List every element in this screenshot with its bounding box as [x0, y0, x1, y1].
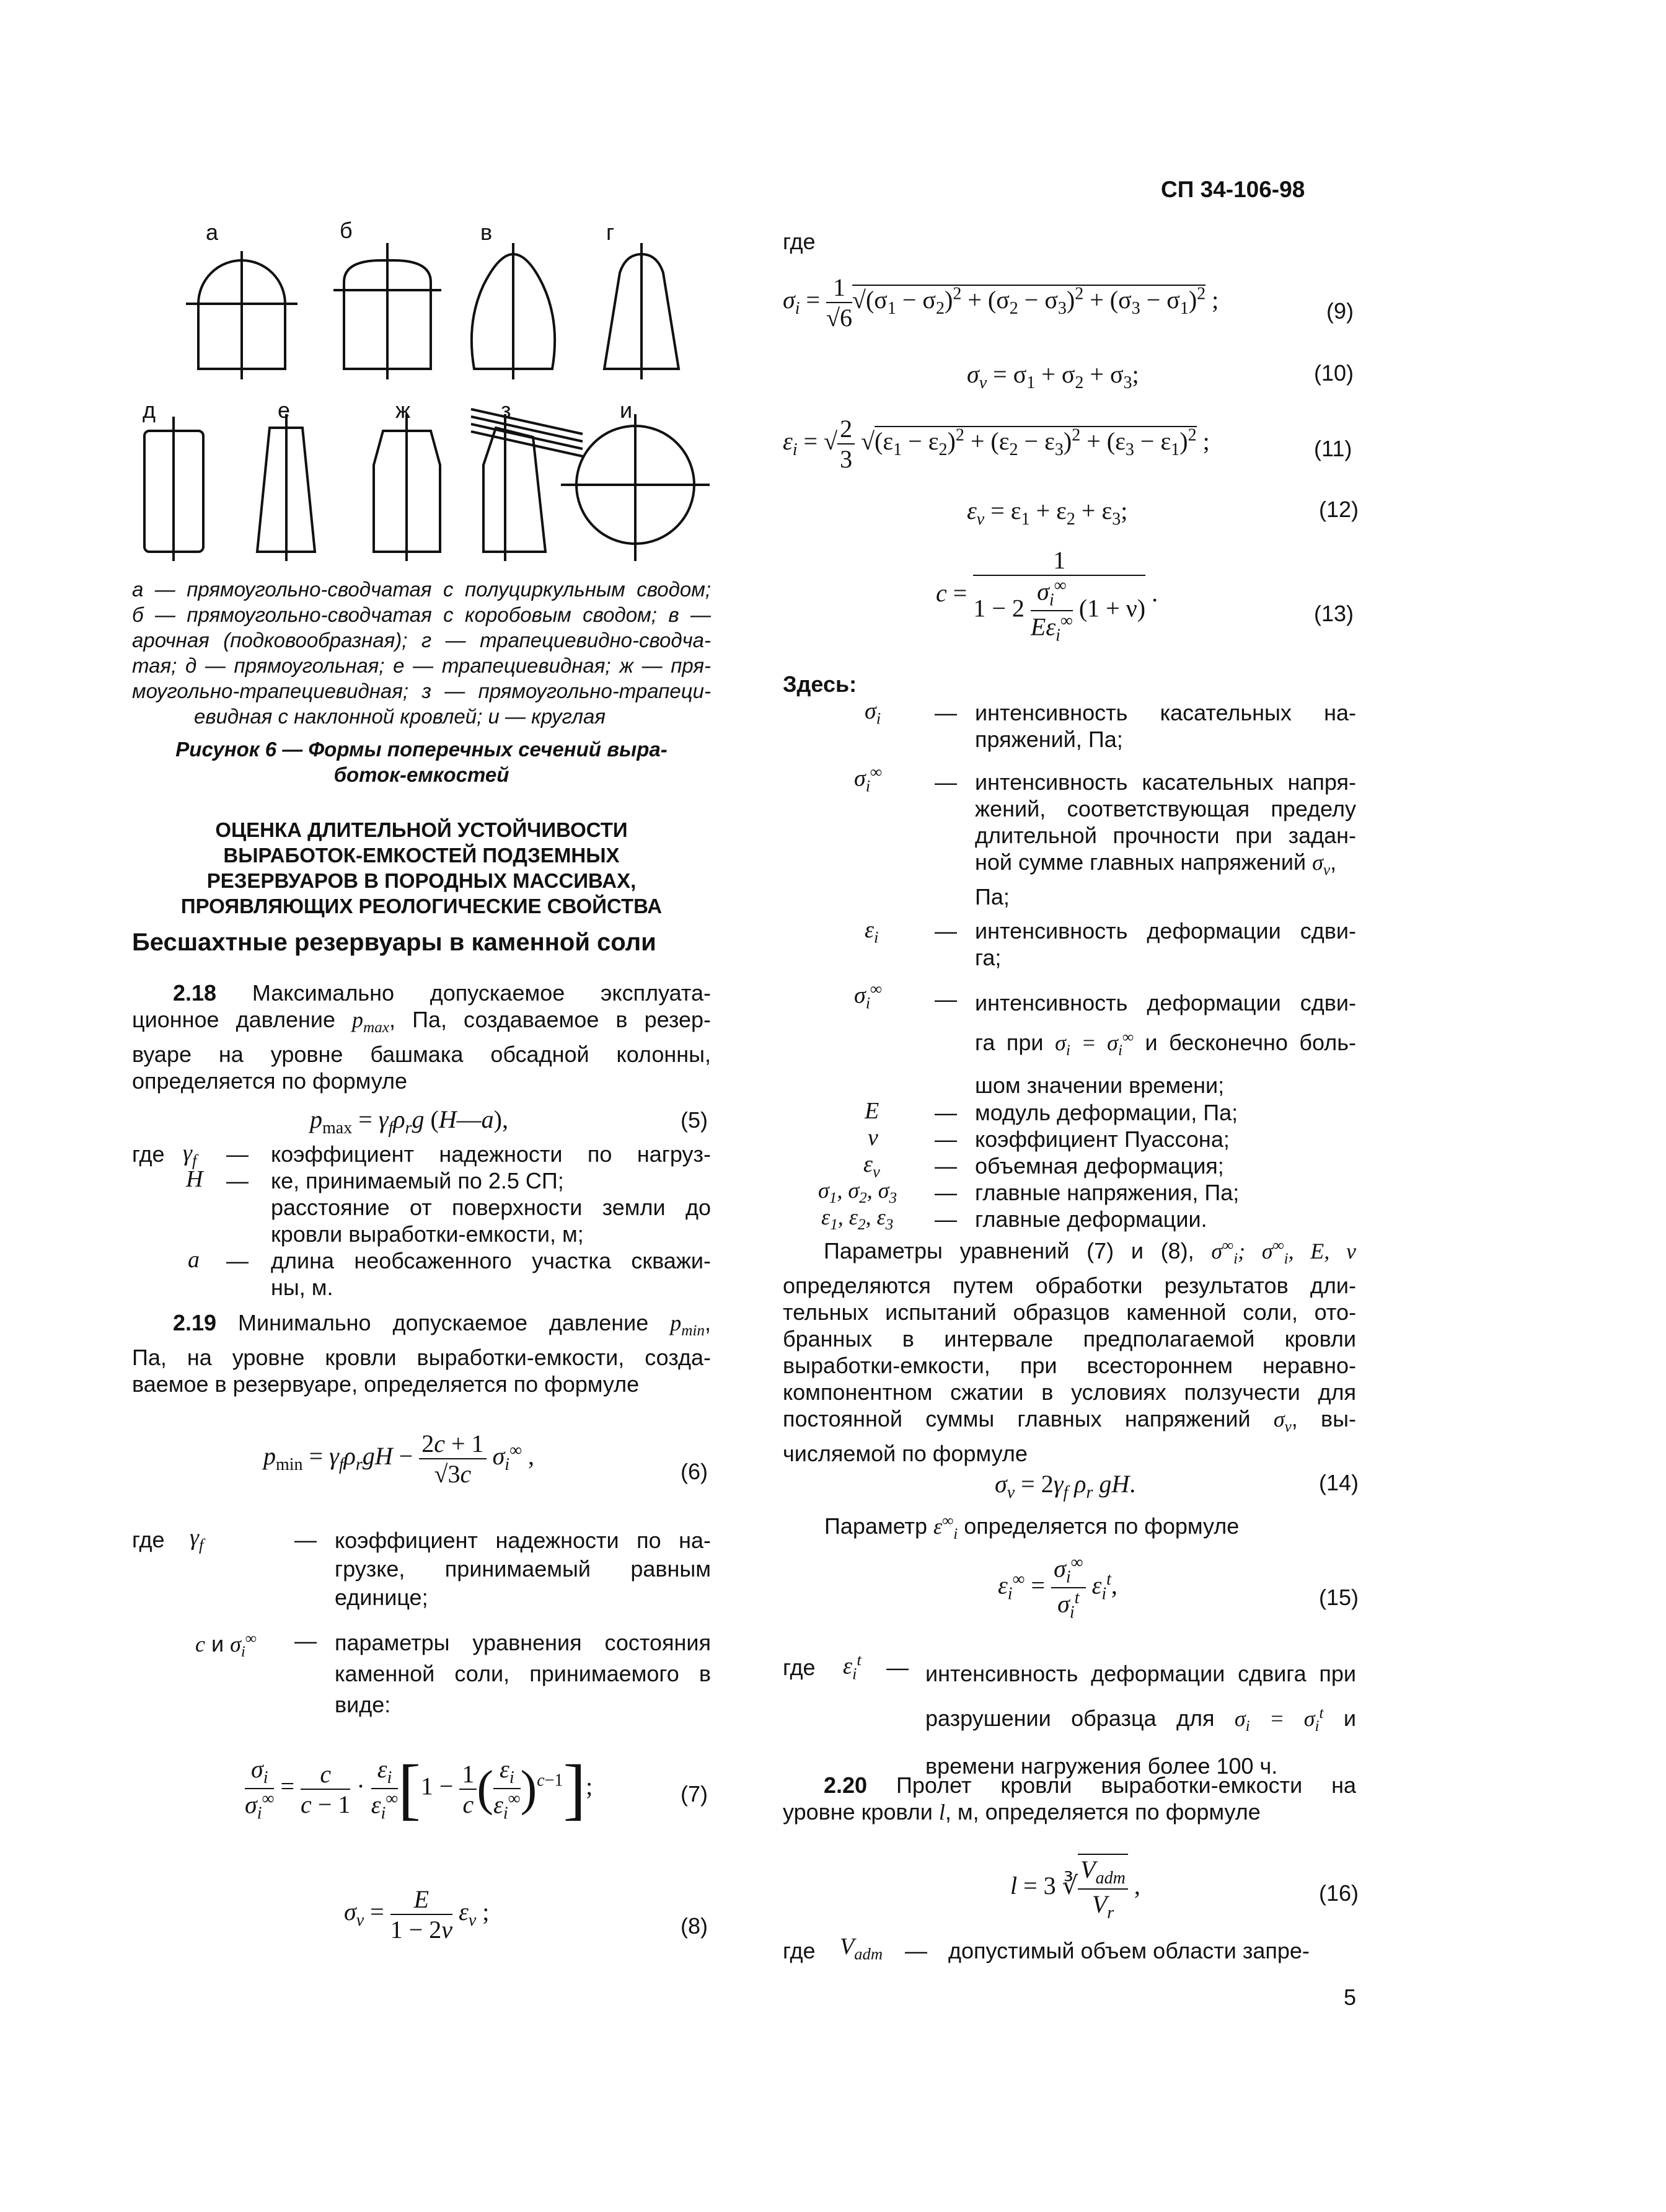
- def-V-adm: допустимый объем области запре-: [948, 1938, 1310, 1963]
- symbol-pmax: $p_{max}$: [352, 1007, 390, 1037]
- symbol-sigma-123: $\sigma_1$, $\sigma_2$, $\sigma_3$: [818, 1178, 897, 1207]
- document-code: СП 34-106-98: [1161, 177, 1305, 202]
- figure-label-v: в: [480, 219, 493, 245]
- text-line: , вы-: [1291, 1406, 1356, 1432]
- dash: —: [294, 1628, 317, 1653]
- equation-number-16: (16): [1319, 1880, 1359, 1906]
- text-line: ваемое в резервуаре, определяется по формуле: [132, 1371, 640, 1397]
- def-eps-i: [975, 918, 1356, 971]
- clause-number: 2.19: [173, 1310, 217, 1335]
- clause-number: 2.20: [824, 1772, 868, 1798]
- def-line: га;: [975, 945, 1002, 970]
- symbol-sigma-i-inf: $\sigma_i^\infty$: [854, 763, 883, 795]
- def-line: интенсивность деформации сдви-: [975, 918, 1356, 944]
- where-5-definitions: [271, 1141, 711, 1301]
- heading-line: РЕЗЕРВУАРОВ В ПОРОДНЫХ МАССИВАХ,: [206, 869, 637, 892]
- equation-6: $p_{min} = \gamma_f\rho_rgH$ − $\frac{2c + 1}{√3c}$ $\sigma_i^\infty$ ,: [263, 1430, 535, 1488]
- dash: —: [935, 700, 957, 725]
- def-line: Па;: [975, 884, 1010, 910]
- legend-line: а — прямоугольно-сводчатая с полуциркульным сводом;: [132, 578, 711, 601]
- caption-line: Рисунок 6 — Формы поперечных сечений выра-: [175, 738, 668, 761]
- equation-number-14: (14): [1319, 1470, 1359, 1495]
- def-sigma-123: главные напряжения, Па;: [975, 1180, 1240, 1205]
- legend-line: тая; д — прямоугольная; е — трапециевидная; ж — пря-: [132, 654, 711, 677]
- figure-label-d: д: [143, 397, 156, 423]
- figure-label-i: и: [620, 397, 633, 423]
- figure-caption: [132, 737, 711, 787]
- text-line: Параметры уравнений (7) и (8),: [824, 1238, 1212, 1263]
- dash: —: [935, 1100, 957, 1125]
- def-sigma-i: [975, 699, 1356, 753]
- text-line: постоянной суммы главных напряжений: [783, 1406, 1274, 1432]
- shape-v-horseshoe-arch: [472, 243, 555, 379]
- equation-8: $\sigma_v$ = $\frac{E}{1 - 2v}$ $\varepsilon_v$ ;: [344, 1885, 490, 1944]
- def-line: параметры уравнения состояния: [335, 1630, 711, 1655]
- def-eps-v: объемная деформация;: [975, 1153, 1224, 1179]
- def-line: пряжений, Па;: [975, 727, 1123, 752]
- text-line: ционное давление: [132, 1007, 353, 1032]
- paragraph-2-18: [132, 980, 711, 1094]
- figure-label-g: г: [606, 219, 615, 245]
- def-line: га при: [975, 1030, 1056, 1055]
- symbol-eps-i: $\varepsilon_i$: [865, 917, 879, 947]
- heading-line: ПРОЯВЛЯЮЩИХ РЕОЛОГИЧЕСКИЕ СВОЙСТВА: [180, 895, 663, 918]
- clause-number: 2.18: [173, 980, 217, 1006]
- def-line: и: [1343, 1705, 1357, 1731]
- equation-number-9: (9): [1326, 298, 1354, 324]
- caption-line: боток-емкостей: [333, 763, 509, 786]
- paragraph-2-19: 2.19 Минимально допускаемое давление $p_{min}$, Па, на уровне кровли выработки-емкости, созда- ваемое в резервуаре, определяется по формуле: [132, 1310, 711, 1397]
- equation-16: l = 3 ∛ $\frac{V_{adm}}{V_r}$ ,: [1010, 1854, 1140, 1923]
- dash: —: [226, 1248, 249, 1273]
- shape-a-semicircular-vault: [186, 251, 298, 379]
- text-line: определяются путем обработки результатов дли-: [783, 1273, 1356, 1299]
- where-label: где: [132, 1527, 165, 1552]
- def-eps-i-inf: интенсивность деформации сдви- га при $\sigma_i = \sigma_i^\infty$ и бесконечно боль- шом значении времени;: [975, 986, 1356, 1103]
- text-line: , Па, создаваемое в резер-: [389, 1007, 711, 1032]
- where-label: где: [132, 1141, 165, 1167]
- figure-label-a: а: [206, 219, 219, 245]
- text-line: Пролет кровли выработки-емкости на: [896, 1772, 1356, 1798]
- equation-number-7: (7): [681, 1781, 708, 1807]
- symbol-c-and-sigma-inf: c и $\sigma_i^\infty$: [195, 1630, 257, 1661]
- def-line: ны, м.: [271, 1275, 333, 1300]
- symbol-eps-i-t: $\varepsilon_i^t$: [843, 1650, 862, 1683]
- text-line: выработки-емкости, при всестороннем неравно-: [783, 1353, 1356, 1379]
- shape-d-rectangular: [144, 417, 203, 561]
- def-line: интенсивность касательных напря-: [975, 769, 1356, 795]
- symbol-E: E: [865, 1098, 879, 1124]
- figure-label-zh: ж: [395, 397, 411, 423]
- equation-15: $\varepsilon_i^\infty$ = $\frac{\sigma_i^\infty}{\sigma_i^t}$ $\varepsilon_i^t$,: [998, 1553, 1117, 1622]
- def-line: интенсивность деформации сдви-: [975, 990, 1356, 1015]
- equation-10: $\sigma_v = \sigma_1 + \sigma_2 + \sigma_3$;: [967, 360, 1139, 392]
- equation-number-12: (12): [1319, 497, 1359, 522]
- def-line: и бесконечно боль-: [1133, 1030, 1356, 1055]
- def-line: кровли выработки-емкости, м;: [271, 1221, 584, 1247]
- equation-number-15: (15): [1319, 1585, 1359, 1610]
- text-line: Параметр: [824, 1513, 934, 1539]
- dash: —: [226, 1168, 249, 1193]
- text-line: вуаре на уровне башмака обсадной колонны,: [132, 1042, 711, 1068]
- symbol-nu: ν: [868, 1125, 878, 1151]
- text-line: Минимально допускаемое давление: [238, 1310, 671, 1335]
- def-line: ной сумме главных напряжений: [975, 849, 1313, 875]
- symbol-gamma-f: $\gamma_f$: [190, 1524, 204, 1554]
- symbol-V-adm: $V_{adm}$: [840, 1934, 883, 1963]
- equation-number-6: (6): [681, 1459, 708, 1484]
- heading-line: ВЫРАБОТОК-ЕМКОСТЕЙ ПОДЗЕМНЫХ: [223, 844, 620, 867]
- parameter-eps-line: Параметр $\varepsilon^\infty_i$ определяется по формуле: [824, 1513, 1240, 1543]
- section-heading: [132, 817, 711, 919]
- where-6-def-2: [335, 1627, 711, 1720]
- def-eps-i-t: интенсивность деформации сдвига при разрушении образца для $\sigma_i = \sigma_i^t$ и времени нагружения более 100 ч.: [925, 1654, 1356, 1786]
- symbol-a: a: [188, 1247, 200, 1273]
- dash: —: [294, 1527, 317, 1552]
- def-line: длительной прочности при задан-: [975, 823, 1356, 848]
- where-6-def-1: [335, 1526, 711, 1612]
- dash: —: [886, 1655, 909, 1680]
- equation-9: $\sigma_i$ = $\frac{1}{√6}$ $√(\sigma_1 - \sigma_2)^2 + (\sigma_2 - \sigma_3)^2 + (\sigma_3 - \sigma_1)^2$ ;: [783, 273, 1219, 332]
- def-line: шом значении времени;: [975, 1073, 1225, 1099]
- def-line: ке, принимаемый по 2.5 СП;: [271, 1168, 564, 1193]
- def-line: каменной соли, принимаемого в: [335, 1661, 711, 1686]
- def-line: разрушении образца для: [925, 1705, 1235, 1731]
- legend-line: евидная с наклонной кровлей; и — круглая: [194, 705, 606, 728]
- text-line: , м, определяется по формуле: [945, 1799, 1261, 1825]
- text-line: Максимально допускаемое эксплуата-: [252, 980, 711, 1006]
- symbol-sigma-i: $\sigma_i$: [865, 698, 881, 728]
- legend-line: б — прямоугольно-сводчатая с коробовым сводом; в —: [132, 603, 711, 626]
- dash: —: [935, 769, 957, 795]
- symbol-eps-v: $\varepsilon_v$: [863, 1151, 880, 1181]
- def-line: расстояние от поверхности земли до: [271, 1195, 711, 1220]
- equation-7: $\frac{\sigma_i}{\sigma_i^\infty}$ = $\frac{c}{c - 1}$ · $\frac{\varepsilon_i}{\varepsilon_i^\infty}$ [1 − $\frac{1}{c}$ ( $\frac{\varepsilon_i}{\varepsilon_i^\infty}$ )$^{c-1}$];: [245, 1751, 593, 1826]
- symbol-pmin: $p_{min}$: [670, 1311, 705, 1340]
- text-line: Па, на уровне кровли выработки-емкости, созда-: [132, 1345, 711, 1371]
- def-line: времени нагружения более 100 ч.: [925, 1753, 1278, 1779]
- here-label: Здесь:: [783, 671, 857, 697]
- and-word: и: [211, 1631, 224, 1657]
- def-line: жений, соответствующая пределу: [975, 796, 1356, 821]
- equation-number-10: (10): [1314, 360, 1354, 386]
- text-line: определяется по формуле: [132, 1068, 408, 1094]
- equation-5: $p_{max} = \gamma_f\rho_rg$ (H—a),: [310, 1105, 508, 1138]
- def-sigma-i-inf: интенсивность касательных напря- жений, соответствующая пределу длительной прочности при задан- ной сумме главных напряжений $\sigma_v$, Па;: [975, 769, 1356, 910]
- equation-14: $\sigma_v = 2\gamma_f$ $\rho_r$ gH.: [995, 1470, 1136, 1502]
- dash: —: [935, 986, 957, 1012]
- dash: —: [935, 918, 957, 944]
- legend-line: моугольно-трапециевидная; з — прямоугольно-трапеци-: [132, 679, 711, 702]
- shape-b-box-vault: [333, 243, 441, 379]
- def-nu: коэффициент Пуассона;: [975, 1126, 1230, 1152]
- figure-legend: [132, 577, 711, 729]
- def-line: коэффициент надежности по на-: [335, 1528, 711, 1553]
- def-line: коэффициент надежности по нагруз-: [271, 1141, 711, 1167]
- figure-label-e: е: [278, 397, 291, 423]
- dash: —: [935, 1206, 957, 1232]
- equation-number-5: (5): [681, 1107, 708, 1133]
- symbol-gamma-f: $\gamma_f$: [183, 1140, 197, 1170]
- text-line: числяемой по формуле: [783, 1441, 1028, 1467]
- dash: —: [905, 1938, 927, 1963]
- def-line: длина необсаженного участка скважи-: [271, 1248, 711, 1273]
- text-line: определяется по формуле: [958, 1513, 1240, 1539]
- shape-e-trapezoidal: [257, 414, 315, 561]
- def-line: единице;: [335, 1585, 428, 1610]
- def-line: интенсивность деформации сдвига при: [925, 1661, 1356, 1686]
- shape-zh-rectangular-trapezoid: [374, 414, 440, 561]
- dash: —: [935, 1180, 957, 1205]
- symbol-eps-i-inf: $\sigma_i^\infty$: [854, 980, 883, 1012]
- page-number: 5: [1344, 1984, 1357, 2010]
- equation-number-11: (11): [1314, 436, 1352, 461]
- text-line: бранных в интервале предполагаемой кровли: [783, 1326, 1356, 1352]
- legend-line: арочная (подковообразная); г — трапециевидно-сводча-: [132, 629, 711, 652]
- symbol-H: H: [186, 1166, 203, 1192]
- where-label: где: [783, 1938, 816, 1963]
- shape-g-trapezoid-vault: [604, 243, 679, 379]
- figure-label-z: з: [501, 397, 511, 423]
- equation-number-8: (8): [681, 1913, 708, 1939]
- text-line: уровне кровли: [783, 1799, 939, 1825]
- equation-13: c = 1 1 − 2 $\frac{\sigma_i^\infty}{E\varepsilon_i^\infty}$ (1 + ν) .: [936, 546, 1158, 645]
- dash: —: [226, 1141, 249, 1167]
- def-eps-123: главные деформации.: [975, 1206, 1207, 1232]
- figure-label-b: б: [340, 218, 353, 243]
- def-line: виде:: [335, 1692, 391, 1717]
- def-E: модуль деформации, Па;: [975, 1100, 1238, 1125]
- dash: —: [935, 1126, 957, 1152]
- heading-line: ОЦЕНКА ДЛИТЕЛЬНОЙ УСТОЙЧИВОСТИ: [215, 818, 628, 841]
- shape-i-circular: [561, 414, 710, 561]
- parameters-paragraph: Параметры уравнений (7) и (8), $\sigma^\infty_i$; $\sigma^\infty_i$, E, ν определяются путем обработки результатов дли- тельных испытаний образцов каменной соли, ото- бранных в интервале предполагаемой кровли выработки-емкости, при всестороннем неравно- компонентном сжатии в условиях ползучести для постоянной суммы главных напряжений $\sigma_v$, вы- числяемой по формуле: [783, 1237, 1356, 1467]
- equation-11: $\varepsilon_i$ = √ $\frac{2}{3}$ $√(\varepsilon_1 - \varepsilon_2)^2 + (\varepsilon_2 - \varepsilon_3)^2 + (\varepsilon_3 - \varepsilon_1)^2$ ;: [783, 415, 1210, 473]
- where-label: где: [783, 1655, 816, 1680]
- symbol-eps-123: $\varepsilon_1$, $\varepsilon_2$, $\varepsilon_3$: [821, 1205, 894, 1234]
- dash: —: [935, 1153, 957, 1179]
- equation-number-13: (13): [1314, 601, 1354, 626]
- where-label: где: [783, 229, 816, 254]
- paragraph-2-20: 2.20 Пролет кровли выработки-емкости на уровне кровли l, м, определяется по формуле: [783, 1772, 1356, 1825]
- subsection-heading: Бесшахтные резервуары в каменной соли: [132, 929, 656, 956]
- def-line: интенсивность касательных на-: [975, 700, 1356, 725]
- text-line: компонентном сжатии в условиях ползучести для: [783, 1379, 1356, 1405]
- equation-12: $\varepsilon_v = \varepsilon_1 + \varepsilon_2 + \varepsilon_3$;: [967, 497, 1128, 529]
- text-line: тельных испытаний образцов каменной соли, ото-: [783, 1299, 1356, 1325]
- figure-6-cross-sections: [124, 217, 731, 564]
- def-line: грузке, принимаемый равным: [335, 1556, 711, 1582]
